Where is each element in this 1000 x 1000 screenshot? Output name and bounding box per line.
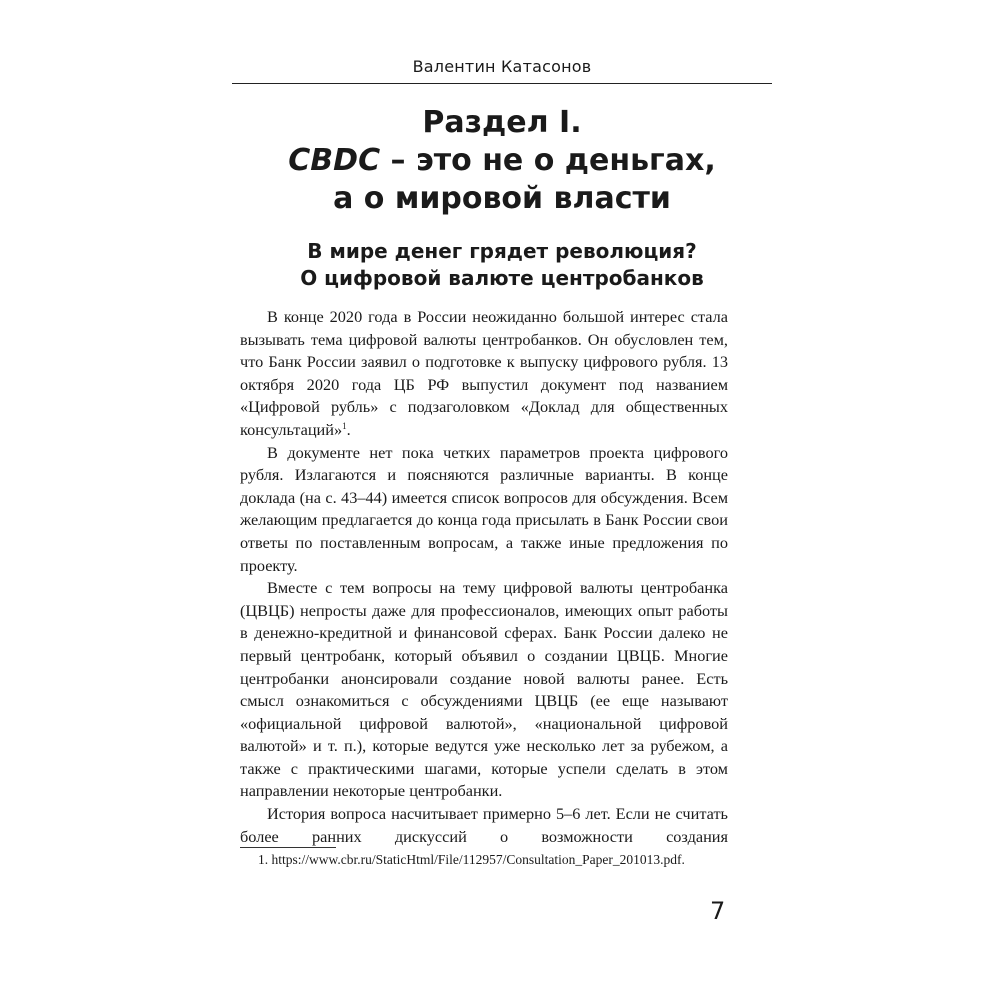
article-title <box>232 238 772 292</box>
paragraph-4: История вопроса насчитывает примерно 5–6 лет. Если не считать более ранних дискуссий о возможности создания <box>240 804 728 846</box>
article-title-line-1: В мире денег грядет революция? <box>307 239 697 263</box>
paragraph-3: Вместе с тем вопросы на тему цифровой валюты центробанка (ЦВЦБ) непросты даже для профессионалов, имеющих опыт работы в денежно-кредитной и финансовой сферах. Банк России далеко не первый центробанк, который объявил о создании ЦВЦБ. Многие центробанки анонсировали создание новой валюты ранее. Есть смысл ознакомиться с обсуждениями ЦВЦБ (ее еще называют «официальной цифровой валютой», «национальной цифровой валютой» и т. п.), которые ведутся уже несколько лет за рубежом, а также с практическими шагами, которые успели сделать в этом направлении некоторые центробанки. <box>240 578 728 801</box>
header-rule <box>232 83 772 84</box>
footnote-reference[interactable]: 1 <box>342 420 347 431</box>
body-text <box>240 306 728 848</box>
section-title <box>232 104 772 218</box>
section-title-line-3: а о мировой власти <box>333 181 671 216</box>
paragraph-1 <box>240 306 728 442</box>
paragraph-2: В документе нет пока четких параметров проекта цифрового рубля. Излагаются и поясняются различные варианты. В конце доклада (на с. 43–44) имеется список вопросов для обсуждения. Всем желающим предлагается до конца года присылать в Банк России свои ответы по поставленным вопросам, а также иные предложения по проекту. <box>240 442 728 575</box>
section-title-cbdc: CBDC <box>288 143 381 178</box>
section-title-line-2-rest: – это не о деньгах, <box>380 143 716 178</box>
footnote: 1. https://www.cbr.ru/StaticHtml/File/112957/Consultation_Paper_201013.pdf. <box>258 852 685 867</box>
running-head-author: Валентин Катасонов <box>412 57 592 76</box>
page-number: 7 <box>710 897 726 925</box>
section-title-line-1: Раздел I. <box>422 105 582 140</box>
section-title-line-2 <box>232 142 772 180</box>
paragraph-1-text: В конце 2020 года в России неожиданно большой интерес стала вызывать тема цифровой валюты центробанков. Он обусловлен тем, что Банк России заявил о подготовке к выпуску цифрового рубля. 13 октября 2020 года ЦБ РФ выпустил документ под названием «Цифровой рубль» с подзаголовком «Доклад для общественных консультаций» <box>240 307 728 439</box>
article-title-line-2: О цифровой валюте центробанков <box>300 266 704 290</box>
footnote-rule <box>240 847 336 848</box>
paragraph-1-end: . <box>346 419 351 439</box>
